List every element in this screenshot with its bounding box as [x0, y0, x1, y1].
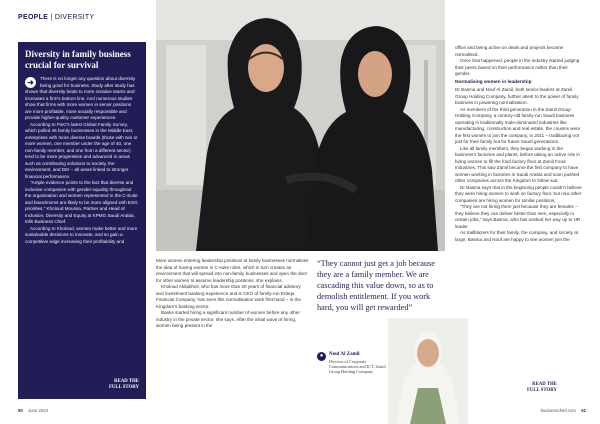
sidebar-paragraph: According to PwC's latest Global Family Survey, which polled 46 family businesses in the Middle East, enterprises with more diverse boards (those with two or more women, one member under the age of 40, one non-family member, and one from a different sector) tend to be more progressive and advanced in areas such as contributing solutions to society, the environment, and DEI – all areas linked to stronger financial performance.	[25, 121, 138, 179]
arrow-right-icon[interactable]: ➜	[25, 77, 36, 88]
person-icon: ●	[317, 352, 326, 361]
article-paragraph: As members of the third generation in the Zamil Group Holding Company, a century-old family-run Saudi business operating in traditionally male-dominated industries like manufacturing, construction and real estate, the cousins were the first women to join the company, in 2011 – trailblazing not just for their family but for future Saudi generations.	[455, 106, 581, 144]
article-paragraph: More women entering leadership positions at family businesses normalises the idea of having women in C-suite roles, which in turn creates an environment that will spread into non-family businesses and open the door for other women to assume leadership positions, she explains.	[156, 258, 309, 283]
sidebar-body	[25, 76, 139, 245]
read-full-line: READ THE	[532, 382, 557, 387]
article-paragraph: "They are not hiring them just because they are females – they believe they can deliver better than men, especially in certain jobs," says Basma, who has worked her way up to HR leader.	[455, 204, 581, 229]
sidebar-paragraph: There is no longer any question about diversity being good for business. Study after study has shown that diversity leads to more creative teams and increases a firm's bottom line. And numerous studies show that firms with more women in senior positions are more profitable, more socially responsible and provide higher-quality customer experiences.	[25, 76, 136, 120]
site-name: businesschief.com	[540, 408, 577, 413]
article-paragraph: Like all family members, they began working in the business's factories and plants, before taking an active role in hiring women to fill the food factory floor at Zamil Food Industries. This saw Zamil become the first company to have women working in factories in Saudi Arabia and soon pushed other companies across the Kingdom to follow suit.	[455, 145, 580, 183]
footer-right	[541, 408, 586, 413]
section-label: PEOPLE	[18, 14, 49, 21]
article-paragraph: office and being active on deals and projects became normalised.	[455, 45, 564, 57]
pull-quote: “They cannot just get a job because they are a family member. We are cascading this value down, so as to demolish entitlement. If you work hard, you will get rewarded”	[317, 259, 435, 312]
article-paragraph: As trailblazers for their family, the company, and society at large, Basma and Nouf are happy to see women join the	[455, 230, 579, 242]
person-role: Director of Corporate Communications and ICT, Zamil Group Holding Company	[329, 359, 386, 374]
category-label: DIVERSITY	[54, 14, 95, 21]
photo-illustration	[156, 0, 445, 251]
read-full-line: FULL STORY	[527, 387, 557, 393]
subheading: Normalising women in leadership	[455, 79, 532, 85]
read-full-line: READ THE	[114, 379, 139, 385]
read-full-story-link[interactable]	[109, 379, 139, 391]
article-column-1	[156, 258, 309, 330]
sidebar-title: Diversity in family business crucial for survival	[25, 49, 131, 70]
divider: |	[50, 14, 55, 21]
footer-left	[18, 408, 48, 413]
sidebar-paragraph: According to Kholoud, women make better and more sustainable decisions to innovate, and so gain a competitive edge increasing their profitability and	[25, 225, 138, 244]
article-paragraph: Banks started hiring a significant number of women before any other industry in the private sector, she says. After the initial wave of hiring, women being present in the	[156, 310, 300, 328]
page-number-right: 51	[581, 408, 586, 413]
article-paragraph: Dr Basma says that in the beginning people couldn't believe they were hiring women to work on factory floor, but now other companies are hiring women for similar positions.	[455, 184, 582, 203]
article-paragraph: Once that happened, people in the industry started judging their peers based on their performance rather than their gender.	[455, 58, 580, 76]
article-paragraph: Dr Basma and Nouf Al Zamil, both senior leaders at Zamil Group Holding Company, further attest to the power of family business in powering normalisation.	[455, 87, 579, 105]
read-full-story-link-right[interactable]	[527, 382, 557, 394]
portrait-illustration	[388, 318, 468, 424]
page-number-left: 50	[18, 408, 23, 413]
person-name: Nouf Al Zamil	[329, 352, 360, 357]
portrait-photo	[388, 318, 468, 424]
sidebar-paragraph: "Ample evidence points to the fact that diverse and inclusive companies with gender equality throughout the organisation and women represented in the C-Suite and boardrooms are likely to be more aligned with ESG priorities," Kholoud Moussa, Partner and Head of Inclusion, Diversity and Equity at KPMG Saudi Arabia, tells Business Chief.	[25, 180, 138, 224]
article-column-3	[455, 45, 583, 243]
read-full-line: FULL STORY	[109, 385, 139, 391]
sidebar-box	[18, 42, 146, 399]
article-paragraph: Kholoud Alduikheil, who has more than 20 years of financial advisory and investment banking experience and is CEO of family-run Erteqa Financial Company, has seen this normalisation work first-hand – in the Kingdom's banking sector.	[156, 284, 301, 309]
section-header	[18, 14, 94, 21]
main-photo	[156, 0, 445, 251]
issue-date: June 2023	[27, 408, 49, 413]
